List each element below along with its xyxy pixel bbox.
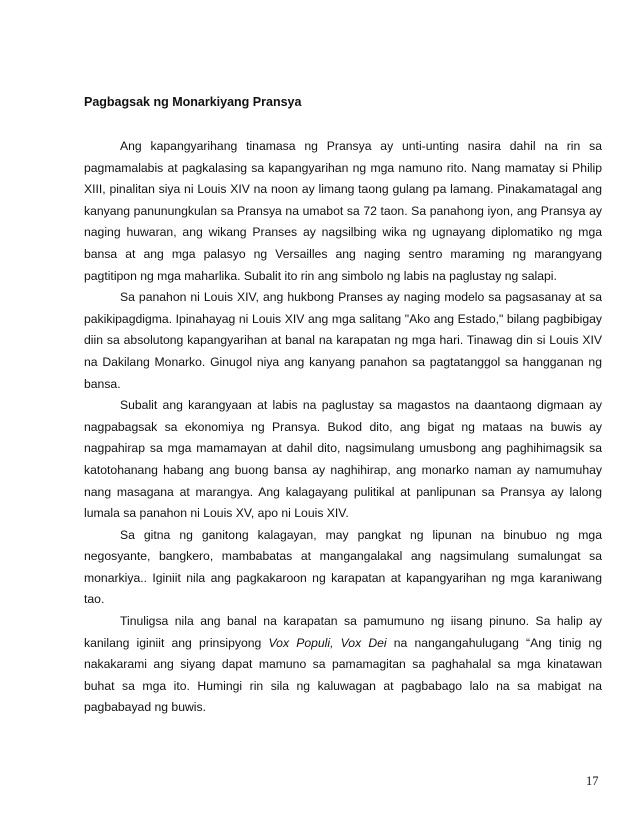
section-title: Pagbagsak ng Monarkiyang Pransya — [84, 95, 302, 109]
document-body — [84, 92, 602, 719]
paragraph-5-text-after: na nangangahulugang “Ang tinig ng nakakarami ang siyang dapat mamuno sa pamamagitan sa paghahalal sa mga kinatawan buhat sa mga ito. Humingi rin sila ng kaluwagan at pagbabago lalo na sa mabigat na pagbabayad ng buwis. — [84, 635, 602, 715]
paragraph-4: Sa gitna ng ganitong kalagayan, may pangkat ng lipunan na binubuo ng mga negosyante, bangkero, mambabatas at mangangalakal ang nagsimulang sumalungat sa monarkiya.. Iginiit nila ang pagkakaroon ng karapatan at kapangyarihan ng mga karaniwang tao. — [84, 527, 602, 607]
latin-phrase: Vox Populi, Vox Dei — [268, 635, 387, 650]
paragraph-1: Ang kapangyarihang tinamasa ng Pransya ay unti-unting nasira dahil na rin sa pagmamalabis at pagkalasing sa kapangyarihan ng mga namuno rito. Nang mamatay si Philip XIII, pinalitan siya ni Louis XIV na noon ay limang taong gulang pa lamang. Pinakamatagal ang kanyang panunungkulan sa Pransya na umabot sa 72 taon. Sa panahong iyon, ang Pransya ay naging huwaran, ang wikang Pranses ay nagsilbing wika ng ugnayang diplomatiko ng mga bansa at ang mga palasyo ng Versailles ang naging sentro maraming ng marangyang pagtitipon ng mga maharlika. Subalit ito rin ang simbolo ng labis na paglustay ng salapi. — [84, 139, 602, 283]
paragraph-5-text-before: Tinuligsa nila ang banal na karapatan sa pamumuno ng iisang pinuno. Sa halip ay kanilang iginiit ang prinsipyong — [84, 614, 602, 650]
page-number: 17 — [586, 774, 599, 788]
paragraph-3: Subalit ang karangyaan at labis na paglustay sa magastos na daantaong digmaan ay nagpabagsak sa ekonomiya ng Pransya. Bukod dito, ang bigat ng mataas na buwis ay nagpahirap sa mga mamamayan at dahil dito, nagsimulang umusbong ang paghihimagsik sa katotohanang habang ang buong bansa ay naghihirap, ang monarko naman ay namumuhay nang masagana at marangya. Ang kalagayang pulitikal at panlipunan sa Pransya ay lalong lumala sa panahon ni Louis XV, apo ni Louis XIV. — [84, 398, 602, 521]
paragraph-5 — [84, 611, 602, 719]
paragraph-2: Sa panahon ni Louis XIV, ang hukbong Pranses ay naging modelo sa pagsasanay at sa pakikipagdigma. Ipinahayag ni Louis XIV ang mga salitang "Ako ang Estado," bilang pagbibigay diin sa absolutong kapangyarihan at banal na karapatan ng mga hari. Tinawag din si Louis XIV na Dakilang Monarko. Ginugol niya ang kanyang panahon sa pagtatanggol sa hangganan ng bansa. — [84, 290, 602, 391]
